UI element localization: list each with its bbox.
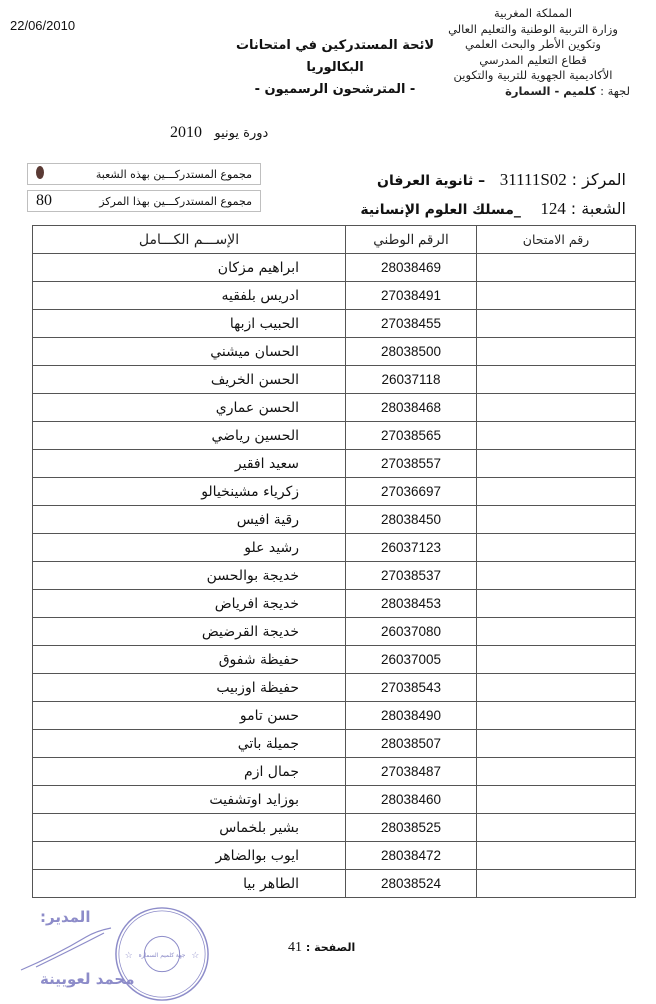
full-name-cell: الحسين رياضي [33,422,346,450]
full-name-cell: حفيظة اوزبيب [33,674,346,702]
full-name-cell: ادريس بلفقيه [33,282,346,310]
national-number-cell: 27038543 [346,674,477,702]
title-line-1: لائحة المستدركين في امتحانات البكالوريا [235,38,435,75]
branch-name: _مسلك العلوم الإنسانية [360,202,521,218]
director-name: محمد لعويينة [40,970,135,988]
table-row [33,674,636,702]
exam-number-cell [477,618,636,646]
org-line: قطاع التعليم المدرسي [479,52,587,67]
branch-total-value [36,166,44,182]
org-line: وتكوين الأطر والبحث العلمي [465,37,601,51]
document-title [230,35,440,101]
header-national-number: الرقم الوطني [346,226,477,254]
title-line-2: - المترشحون الرسميون - [254,82,416,97]
full-name-cell: ابراهيم مزكان [33,254,346,282]
exam-number-cell [477,394,636,422]
table-row [33,870,636,898]
org-line: المملكة المغربية [493,6,573,20]
ink-mark-icon [36,166,44,179]
exam-number-cell [477,646,636,674]
national-number-cell: 28038500 [346,338,477,366]
page-label: الصفحة : [305,941,356,954]
director-label: المدير: [40,908,91,926]
full-name-cell: زكرياء مشينخيالو [33,478,346,506]
branch-total-box [27,163,261,185]
full-name-cell: بشير بلخماس [33,814,346,842]
exam-number-cell [477,254,636,282]
national-number-cell: 28038524 [346,870,477,898]
table-row [33,478,636,506]
center-info [360,166,626,224]
organization-header [428,6,638,99]
signature-scribble [16,925,126,975]
org-line: الأكاديمية الجهوية للتربية والتكوين [453,68,613,82]
full-name-cell: رشيد علو [33,534,346,562]
table-row [33,562,636,590]
full-name-cell: الحسان ميشني [33,338,346,366]
header-exam-number: رقم الامتحان [477,226,636,254]
full-name-cell: الطاهر بيا [33,870,346,898]
candidates-table [32,225,636,898]
national-number-cell: 27036697 [346,478,477,506]
table-row [33,394,636,422]
exam-number-cell [477,338,636,366]
exam-number-cell [477,422,636,450]
table-row [33,506,636,534]
national-number-cell: 27038565 [346,422,477,450]
region [428,84,638,100]
center-total-value: 80 [36,192,52,209]
national-number-cell: 28038525 [346,814,477,842]
full-name-cell: خديجة القرضيض [33,618,346,646]
national-number-cell: 28038453 [346,590,477,618]
page-number-value: 41 [288,940,302,955]
national-number-cell: 28038490 [346,702,477,730]
table-row [33,254,636,282]
table-row [33,758,636,786]
session-year: 2010 [170,124,202,141]
national-number-cell: 28038472 [346,842,477,870]
official-stamp [113,905,211,1003]
stamp-star-icon: ☆ [124,950,133,961]
full-name-cell: الحبيب ازبها [33,310,346,338]
table-header-row [33,226,636,254]
exam-number-cell [477,310,636,338]
national-number-cell: 28038507 [346,730,477,758]
center-label: المركز : [571,170,626,189]
table-row [33,842,636,870]
exam-number-cell [477,786,636,814]
table-row [33,282,636,310]
exam-number-cell [477,366,636,394]
exam-number-cell [477,562,636,590]
exam-number-cell [477,450,636,478]
national-number-cell: 26037005 [346,646,477,674]
page-number [288,940,355,956]
exam-number-cell [477,282,636,310]
exam-number-cell [477,590,636,618]
national-number-cell: 27038491 [346,282,477,310]
national-number-cell: 27038455 [346,310,477,338]
table-row [33,450,636,478]
full-name-cell: الحسن الخريف [33,366,346,394]
exam-number-cell [477,506,636,534]
table-row [33,814,636,842]
exam-number-cell [477,730,636,758]
national-number-cell: 26037123 [346,534,477,562]
national-number-cell: 27038487 [346,758,477,786]
table-row [33,702,636,730]
table-row [33,590,636,618]
full-name-cell: حسن تامو [33,702,346,730]
exam-number-cell [477,674,636,702]
exam-number-cell [477,758,636,786]
branch-label: الشعبة : [570,199,626,218]
table-row [33,534,636,562]
national-number-cell: 28038469 [346,254,477,282]
region-label: لجهة : [600,83,630,98]
national-number-cell: 28038450 [346,506,477,534]
table-row [33,366,636,394]
full-name-cell: الحسن عماري [33,394,346,422]
exam-number-cell [477,534,636,562]
table-row [33,310,636,338]
center-total-label: مجموع المستدركـــين بهذا المركز [99,194,252,208]
national-number-cell: 28038460 [346,786,477,814]
full-name-cell: خديجة افرياض [33,590,346,618]
table-row [33,338,636,366]
national-number-cell: 28038468 [346,394,477,422]
center-name: – ثانوية العرفان [377,173,486,189]
branch-code: 124 [540,199,566,218]
session-label: دورة يونيو [214,126,269,141]
national-number-cell: 26037118 [346,366,477,394]
exam-number-cell [477,870,636,898]
table-row [33,422,636,450]
session [170,124,268,142]
full-name-cell: جميلة باتي [33,730,346,758]
full-name-cell: سعيد افقير [33,450,346,478]
national-number-cell: 27038537 [346,562,477,590]
full-name-cell: جمال ازم [33,758,346,786]
exam-number-cell [477,478,636,506]
table-row [33,786,636,814]
full-name-cell: حفيظة شفوق [33,646,346,674]
region-value: كلميم - السمارة [505,83,597,98]
center-total-box [27,190,261,212]
exam-number-cell [477,702,636,730]
national-number-cell: 26037080 [346,618,477,646]
full-name-cell: خديجة بوالحسن [33,562,346,590]
exam-number-cell [477,842,636,870]
table-row [33,618,636,646]
exam-number-cell [477,814,636,842]
org-line: وزارة التربية الوطنية والتعليم العالي [448,21,618,36]
center-row [360,166,626,195]
stamp-text: جهة كلميم السمارة [138,952,186,959]
header-full-name: الإســـم الكـــامل [33,226,346,254]
branch-total-label: مجموع المستدركـــين بهذه الشعبة [95,167,252,181]
full-name-cell: بوزايد اوتشفيت [33,786,346,814]
table-row [33,730,636,758]
stamp-star-icon: ☆ [191,950,200,961]
table-row [33,646,636,674]
branch-row [360,195,626,224]
full-name-cell: ايوب بوالضاهر [33,842,346,870]
full-name-cell: رقية افيس [33,506,346,534]
print-date: 22/06/2010 [10,18,76,33]
center-code: 31111S02 [499,170,567,189]
national-number-cell: 27038557 [346,450,477,478]
